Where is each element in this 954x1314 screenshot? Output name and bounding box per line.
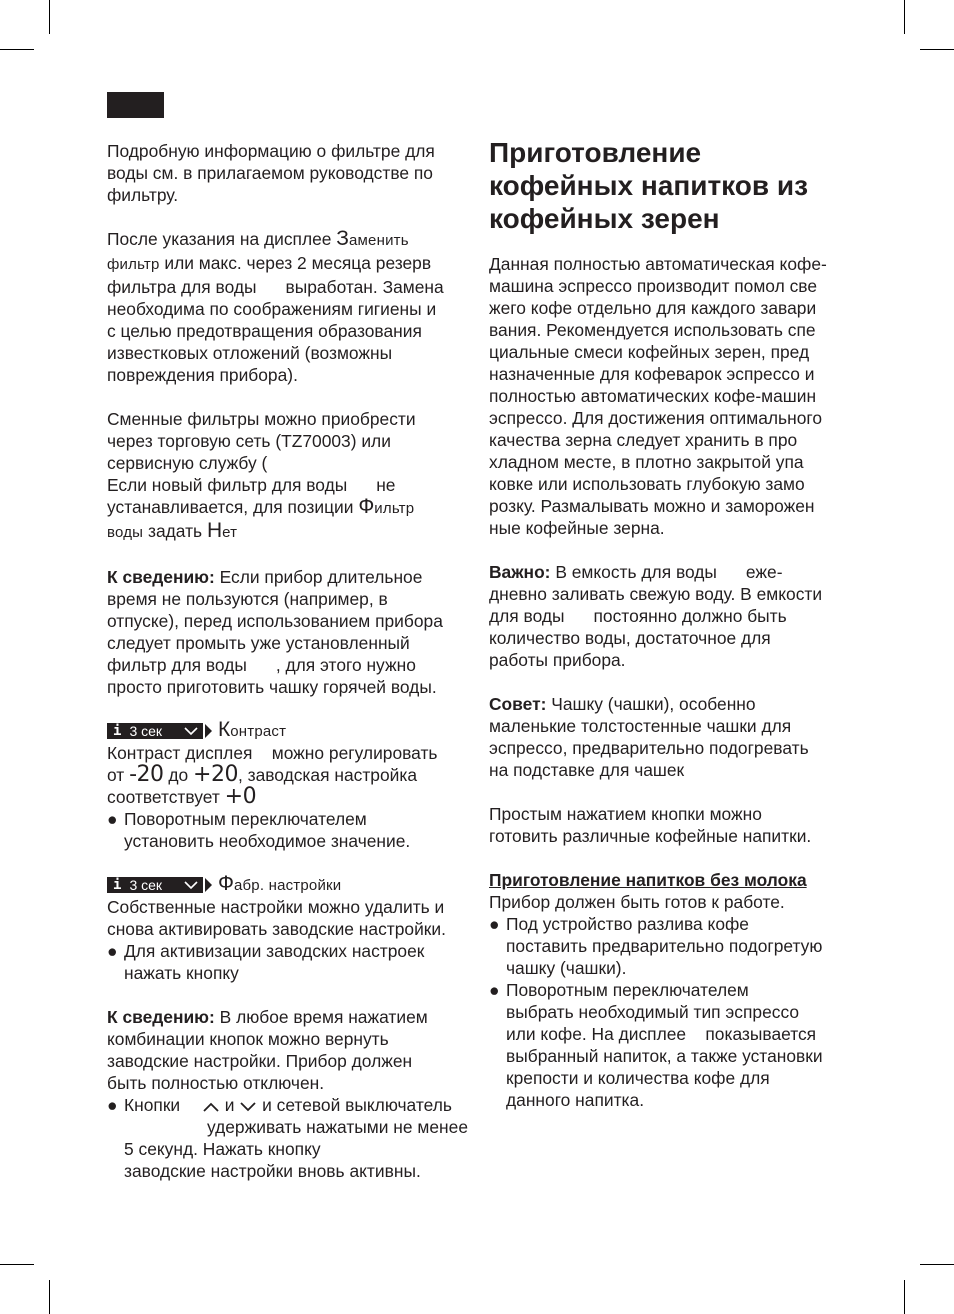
list-item: ● Для активизации заводских настроек нажать кнопку [107,941,425,983]
chevron-down-icon [239,1101,257,1113]
crop-mark [904,0,905,34]
crop-mark [49,1280,50,1314]
bullet-icon: ● [489,980,500,1000]
list-item: ● Поворотным переключателем выбрать необходимый тип эспрессо или кофе. На дисплее показывается выбранный напиток, а также установки крепости и количества кофе для данного напитка. [489,980,823,1110]
bullet-icon: ● [107,809,118,829]
arrow-right-icon [205,724,212,738]
info-icon: i [113,877,122,893]
list-item: ● Поворотным переключателем установить необходимое значение. [107,809,411,851]
buy-filters-paragraph: Сменные фильтры можно приобрести через торговую сеть (TZ70003) или сервисную службу ( Если новый фильтр для воды не устанавливается, для позиции Фильтр воды задать Нет [107,409,416,542]
list-item: ● Под устройство разлива кофе поставить предварительно подогретую чашку (чашки). [489,914,823,978]
info-icon: i [113,723,122,739]
display-menu-path: i 3 сек [107,723,203,739]
contrast-title: Контраст [218,718,287,741]
arrow-right-icon [205,878,212,892]
replace-filter-paragraph: После указания на дисплее Заменить фильтр или макс. через 2 месяца резерв фильтра для воды выработан. Замена необходима по соображениям гигиены и с целью предотвращения образования известковых отложений (возможны повреждения прибора). [107,227,444,385]
crop-mark [0,1264,34,1265]
bullet-icon: ● [107,941,118,961]
left-column: Подробную информацию о фильтре для воды см. в прилагаемом руководстве по фильтру. После указания на дисплее Заменить фильтр или макс. через 2 месяца резерв фильтра для воды выработан. Замена необходима по соображениям гигиены и с целью предотвращения образования известковых отложений (возможны повреждения прибора). Сменные фильтры можно приобрести через торговую сеть (TZ70003) или сервисную службу ( Если новый фильтр для воды не устанавливается, для позиции Фильтр воды задать Нет К сведению: Если прибор длительное время не пользуются (например, в отпуске), перед использованием прибора следует промыть уже установленный фильтр для воды , для этого нужно просто приготовить чашку горячей воды. i 3 сек Контраст Контраст дисплея можно регулировать от -20 до +20, заводская настройка соответствует +0 ● Поворотным переключателем установить необходимое значение. i 3 сек Фабр. настройки Собственные настройки можно удалить и снова активировать заводские настройки. ● Для активизации заводских настроек нажать кнопку К сведению: В любое время нажатием комбинации кнопок можно вернуть заводские настройки. Прибор должен быть полностью отключен. ● Кнопки и и сетевой выключатель удерживать нажатыми не менее 5 секунд. Нажать кнопку заводские настройки вновь активны. [107,141,468,1181]
chevron-up-icon [202,1101,220,1113]
factory-settings-title: Фабр. настройки [218,872,342,895]
chevron-down-icon [183,726,199,736]
language-tab-marker [107,92,164,118]
contrast-menu-strip [107,720,469,742]
factory-settings-menu-strip [107,874,469,896]
bullet-icon: ● [489,914,500,934]
important-paragraph: Важно: В емкость для воды еже- дневно заливать свежую воду. В емкости для воды постоянно должно быть количество воды, достаточное для работы прибора. [489,562,823,670]
crop-mark [920,49,954,50]
reset-note-paragraph: К сведению: В любое время нажатием комбинации кнопок можно вернуть заводские настройки. Прибор должен быть полностью отключен. ● Кнопки и и сетевой выключатель удерживать нажатыми не менее 5 секунд. Нажать кнопку заводские настройки вновь активны. [107,1007,468,1181]
tip-paragraph: Совет: Чашку (чашки), особенно маленькие толстостенные чашки для эспрессо, предварительно подогревать на подставке для чашек [489,694,809,780]
display-menu-path: i 3 сек [107,877,203,893]
intro-paragraph: Данная полностью автоматическая кофе- машина эспрессо производит помол све жего кофе отдельно для каждого завари вания. Рекомендуется использовать спе циальные смеси кофейных зерен, пред назначенные для кофеварок эспрессо и полностью автоматических кофе-машин эспрессо. Для достижения оптимального качества зерна следует хранить в про хладном месте, в плотно закрытой упа ковке или использовать глубокую замо розку. Размалывать можно и заморожен ные кофейные зерна. [489,254,827,538]
chevron-down-icon [183,880,199,890]
bullet-icon: ● [107,1095,118,1115]
crop-mark [49,0,50,34]
simple-paragraph: Простым нажатием кнопки можно готовить различные кофейные напитки. [489,804,812,846]
note-paragraph: К сведению: Если прибор длительное время не пользуются (например, в отпуске), перед использованием прибора следует промыть уже установленный фильтр для воды , для этого нужно просто приготовить чашку горячей воды. [107,567,443,697]
crop-mark [920,1264,954,1265]
subsection-heading: Приготовление напитков без молока [489,870,807,890]
no-milk-section: Приготовление напитков без молока Прибор должен быть готов к работе. ● Под устройство разлива кофе поставить предварительно подогретую чашку (чашки). ● Поворотным переключателем выбрать необходимый тип эспрессо или кофе. На дисплее показывается выбранный напиток, а также установки крепости и количества кофе для данного напитка. [489,869,851,1111]
right-column [489,137,851,1111]
crop-mark [0,49,34,50]
section-heading: Приготовление кофейных напитков из кофейных зерен [489,137,809,234]
filter-info-paragraph: Подробную информацию о фильтре для воды см. в прилагаемом руководстве по фильтру. [107,141,435,205]
list-item: ● Кнопки и и сетевой выключатель удерживать нажатыми не менее 5 секунд. Нажать кнопку заводские настройки вновь активны. [107,1095,468,1181]
crop-mark [904,1280,905,1314]
